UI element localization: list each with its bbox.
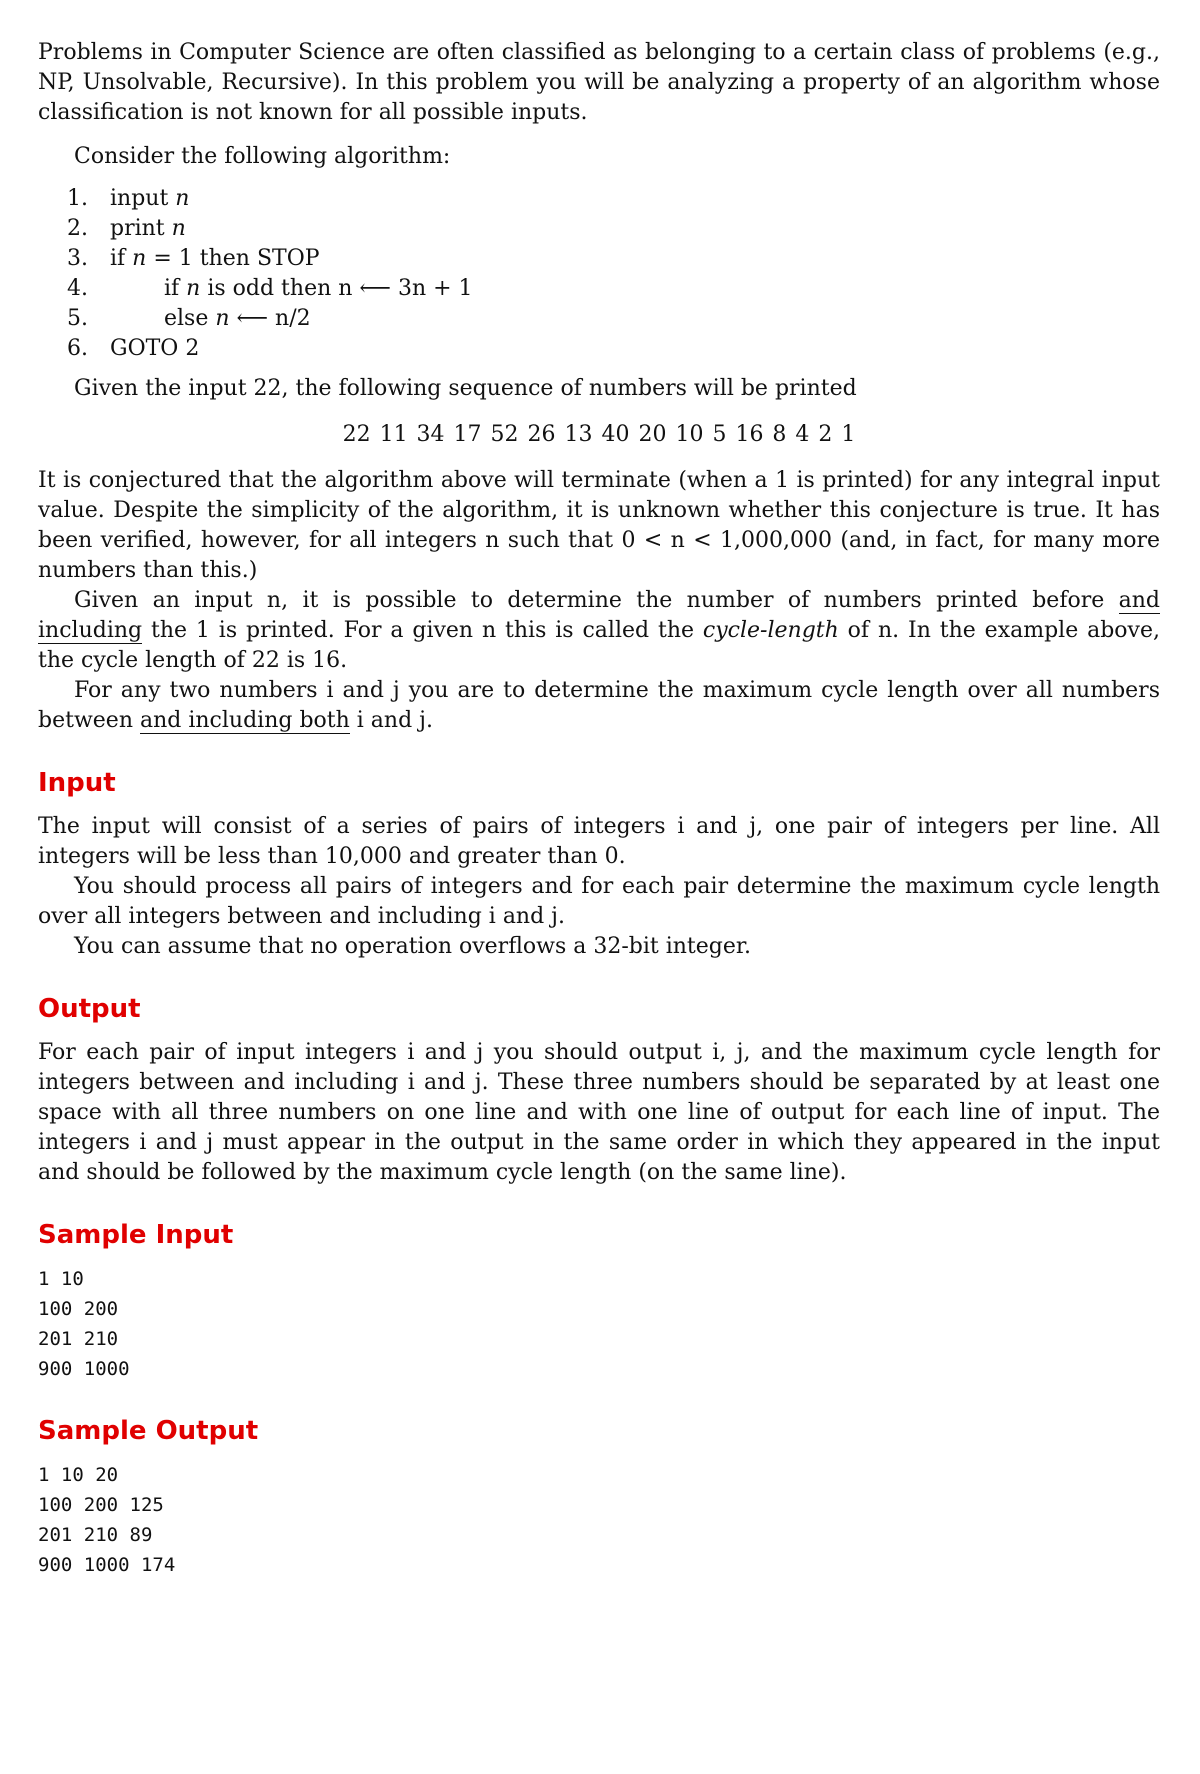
- algorithm-step: [38, 184, 1160, 214]
- algorithm-listing: [38, 184, 1160, 364]
- sample-input-line: 1 10: [38, 1268, 84, 1290]
- cycle-length-paragraph: Given an input n, it is possible to determine the number of numbers printed before and including the 1 is printed. For a given n this is called the cycle-length of n. In the example above, the cycle length of 22 is 16.: [38, 588, 1160, 673]
- output-paragraph: For each pair of input integers i and j you should output i, j, and the maximum cycle length for integers between and including i and j. These three numbers should be separated by at least one space with all three numbers on one line and with one line of output for each line of input. The integers i and j must appear in the output in the same order in which they appeared in the input and should be followed by the maximum cycle length (on the same line).: [38, 1040, 1160, 1185]
- sample-output-line: 100 200 125: [38, 1494, 164, 1516]
- example-sequence: 22 11 34 17 52 26 13 40 20 10 5 16 8 4 2 1: [342, 422, 856, 447]
- sample-input-block: [38, 1264, 1160, 1384]
- step-text: else n ⟵ n/2: [164, 306, 311, 331]
- step-number: 2.: [67, 216, 88, 241]
- algorithm-step: [38, 214, 1160, 244]
- step-number: 4.: [67, 276, 88, 301]
- algorithm-lead: Consider the following algorithm:: [74, 144, 451, 169]
- sample-output-line: 900 1000 174: [38, 1554, 176, 1576]
- example-lead: Given the input 22, the following sequence of numbers will be printed: [74, 376, 857, 401]
- step-text: if n = 1 then STOP: [110, 246, 320, 271]
- sample-input-line: 100 200: [38, 1298, 119, 1320]
- input-heading: Input: [38, 768, 116, 798]
- step-text: if n is odd then n ⟵ 3n + 1: [164, 276, 473, 301]
- algorithm-step: [38, 274, 1160, 304]
- intro-paragraph: Problems in Computer Science are often classified as belonging to a certain class of problems (e.g., NP, Unsolvable, Recursive). In this problem you will be analyzing a property of an algorithm whose classification is not known for all possible inputs.: [38, 40, 1160, 125]
- step-number: 6.: [67, 336, 88, 361]
- input-paragraph-2: You should process all pairs of integers and for each pair determine the maximum cycle length over all integers between and including i and j.: [38, 874, 1160, 929]
- sample-input-line: 900 1000: [38, 1358, 130, 1380]
- step-number: 5.: [67, 306, 88, 331]
- input-paragraph-3: You can assume that no operation overflows a 32-bit integer.: [74, 934, 751, 959]
- sample-input-line: 201 210: [38, 1328, 119, 1350]
- sample-output-heading: Sample Output: [38, 1416, 259, 1446]
- step-text: print n: [110, 216, 186, 241]
- step-text: input n: [110, 186, 190, 211]
- step-number: 3.: [67, 246, 88, 271]
- output-heading: Output: [38, 994, 141, 1024]
- step-number: 1.: [67, 186, 88, 211]
- algorithm-step: [38, 244, 1160, 274]
- sample-output-line: 201 210 89: [38, 1524, 153, 1546]
- algorithm-step: [38, 304, 1160, 334]
- algorithm-step: [38, 334, 1160, 364]
- input-paragraph: The input will consist of a series of pairs of integers i and j, one pair of integers per line. All integers will be less than 10,000 and greater than 0.: [38, 814, 1160, 869]
- sample-output-block: [38, 1460, 1160, 1580]
- sample-input-heading: Sample Input: [38, 1220, 234, 1250]
- task-paragraph: For any two numbers i and j you are to determine the maximum cycle length over all numbers between and including both i and j.: [38, 678, 1160, 733]
- sample-output-line: 1 10 20: [38, 1464, 119, 1486]
- step-text: GOTO 2: [110, 336, 200, 361]
- conjecture-paragraph: It is conjectured that the algorithm above will terminate (when a 1 is printed) for any integral input value. Despite the simplicity of the algorithm, it is unknown whether this conjecture is true. It has been verified, however, for all integers n such that 0 < n < 1,000,000 (and, in fact, for many more numbers than this.): [38, 468, 1160, 583]
